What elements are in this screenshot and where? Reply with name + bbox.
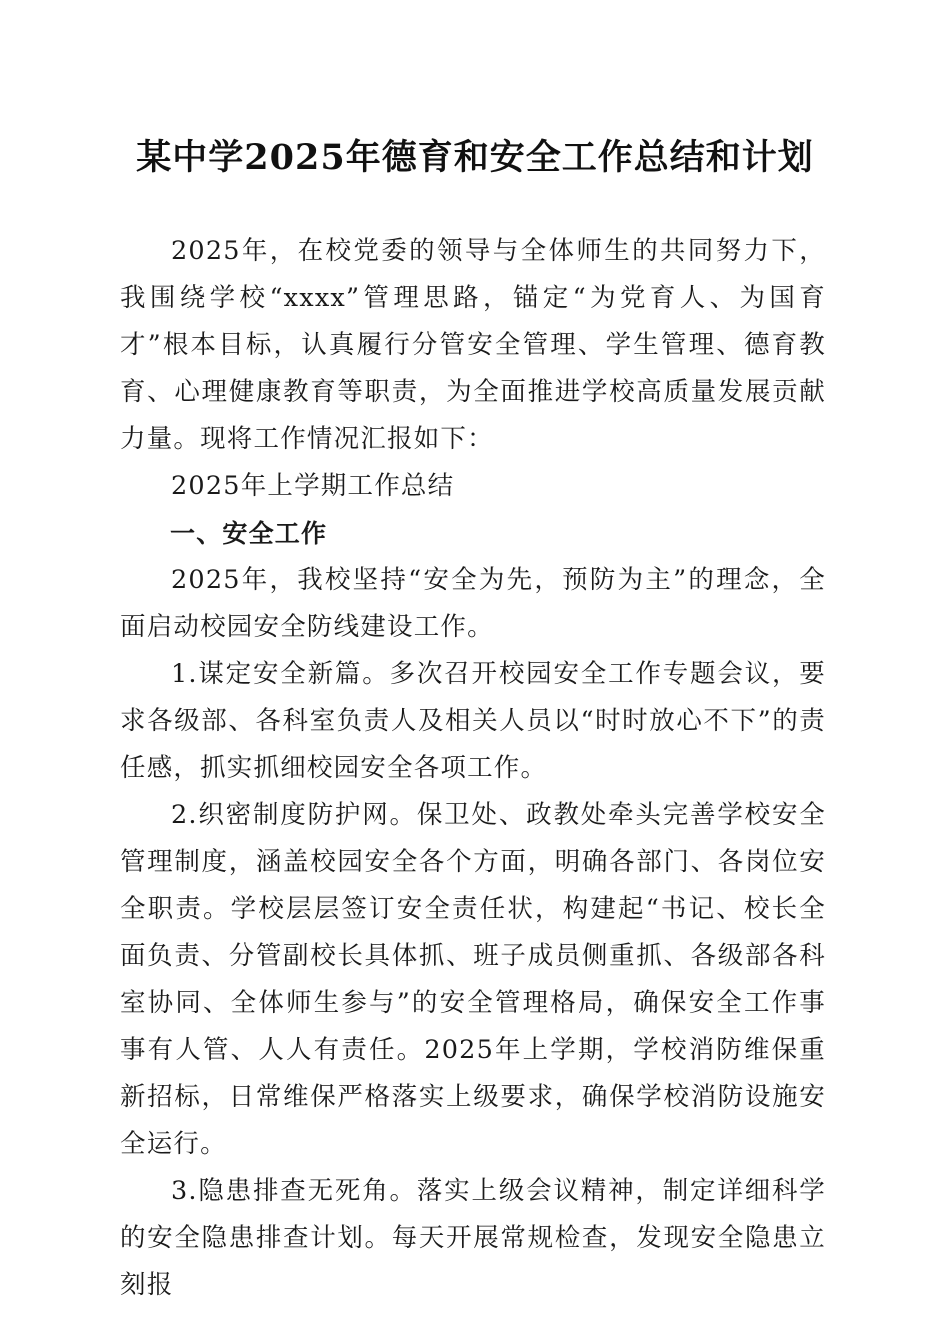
document-title: 某中学2025年德育和安全工作总结和计划 <box>136 137 814 178</box>
safety-item-2: 2.织密制度防护网。保卫处、政教处牵头完善学校安全管理制度，涵盖校园安全各个方面，明确各部门、各岗位安全职责。学校层层签订安全责任状，构建起“书记、校长全面负责、分管副校长具体抓、班子成员侧重抓、各级部各科室协同、全体师生参与”的安全管理格局，确保安全工作事事有人管、人人有责任。2025年上学期，学校消防维保重新招标，日常维保严格落实上级要求，确保学校消防设施安全运行。 <box>120 800 826 1159</box>
safety-item-1: 1.谋定安全新篇。多次召开校园安全工作专题会议，要求各级部、各科室负责人及相关人员以“时时放心不下”的责任感，抓实抓细校园安全各项工作。 <box>120 659 826 783</box>
semester-subtitle: 2025年上学期工作总结 <box>171 471 455 501</box>
safety-item-3: 3.隐患排查无死角。落实上级会议精神，制定详细科学的安全隐患排查计划。每天开展常规检查，发现安全隐患立刻报 <box>120 1176 826 1300</box>
document-body <box>120 228 826 1309</box>
intro-paragraph: 2025年，在校党委的领导与全体师生的共同努力下，我围绕学校“xxxx”管理思路，锚定“为党育人、为国育才”根本目标，认真履行分管安全管理、学生管理、德育教育、心理健康教育等职责，为全面推进学校高质量发展贡献力量。现将工作情况汇报如下： <box>120 236 826 454</box>
section-heading-safety: 一、安全工作 <box>170 519 328 548</box>
safety-intro-paragraph: 2025年，我校坚持“安全为先，预防为主”的理念，全面启动校园安全防线建设工作。 <box>120 565 826 642</box>
